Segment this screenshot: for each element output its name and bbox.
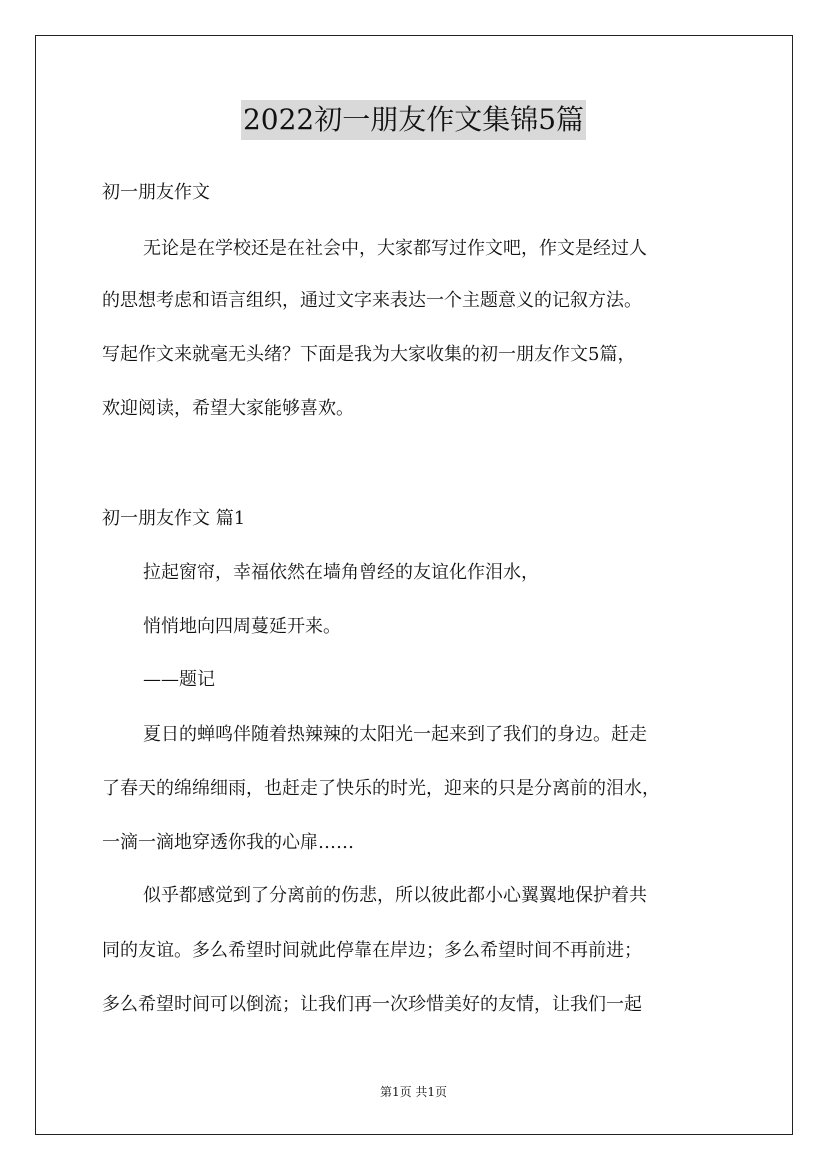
intro-heading: 初一朋友作文 xyxy=(102,182,210,203)
title-container xyxy=(0,100,827,140)
intro-line-3: 写起作文来就毫无头绪？下面是我为大家收集的初一朋友作文5篇， xyxy=(102,344,636,365)
poem-line-1: 拉起窗帘，幸福依然在墙角曾经的友谊化作泪水， xyxy=(143,562,539,583)
intro-line-1: 无论是在学校还是在社会中，大家都写过作文吧，作文是经过人 xyxy=(143,238,647,259)
intro-line-4: 欢迎阅读，希望大家能够喜欢。 xyxy=(102,398,354,419)
intro-line-2: 的思想考虑和语言组织，通过文字来表达一个主题意义的记叙方法。 xyxy=(102,290,642,311)
poem-line-3: ——题记 xyxy=(143,669,215,690)
para2-line-1: 似乎都感觉到了分离前的伤悲，所以彼此都小心翼翼地保护着共 xyxy=(143,885,647,906)
para1-line-1: 夏日的蝉鸣伴随着热辣辣的太阳光一起来到了我们的身边。赶走 xyxy=(143,724,647,745)
para2-line-3: 多么希望时间可以倒流；让我们再一次珍惜美好的友情，让我们一起 xyxy=(102,994,642,1015)
section1-heading: 初一朋友作文 篇1 xyxy=(102,508,246,529)
para2-line-2: 同的友谊。多么希望时间就此停靠在岸边；多么希望时间不再前进； xyxy=(102,940,642,961)
para1-line-2: 了春天的绵绵细雨，也赶走了快乐的时光，迎来的只是分离前的泪水， xyxy=(102,778,660,799)
poem-line-2: 悄悄地向四周蔓延开来。 xyxy=(143,616,341,637)
para1-line-3: 一滴一滴地穿透你我的心扉…… xyxy=(102,832,354,853)
document-title: 2022初一朋友作文集锦5篇 xyxy=(241,100,586,140)
page-footer: 第1页 共1页 xyxy=(379,1085,448,1099)
